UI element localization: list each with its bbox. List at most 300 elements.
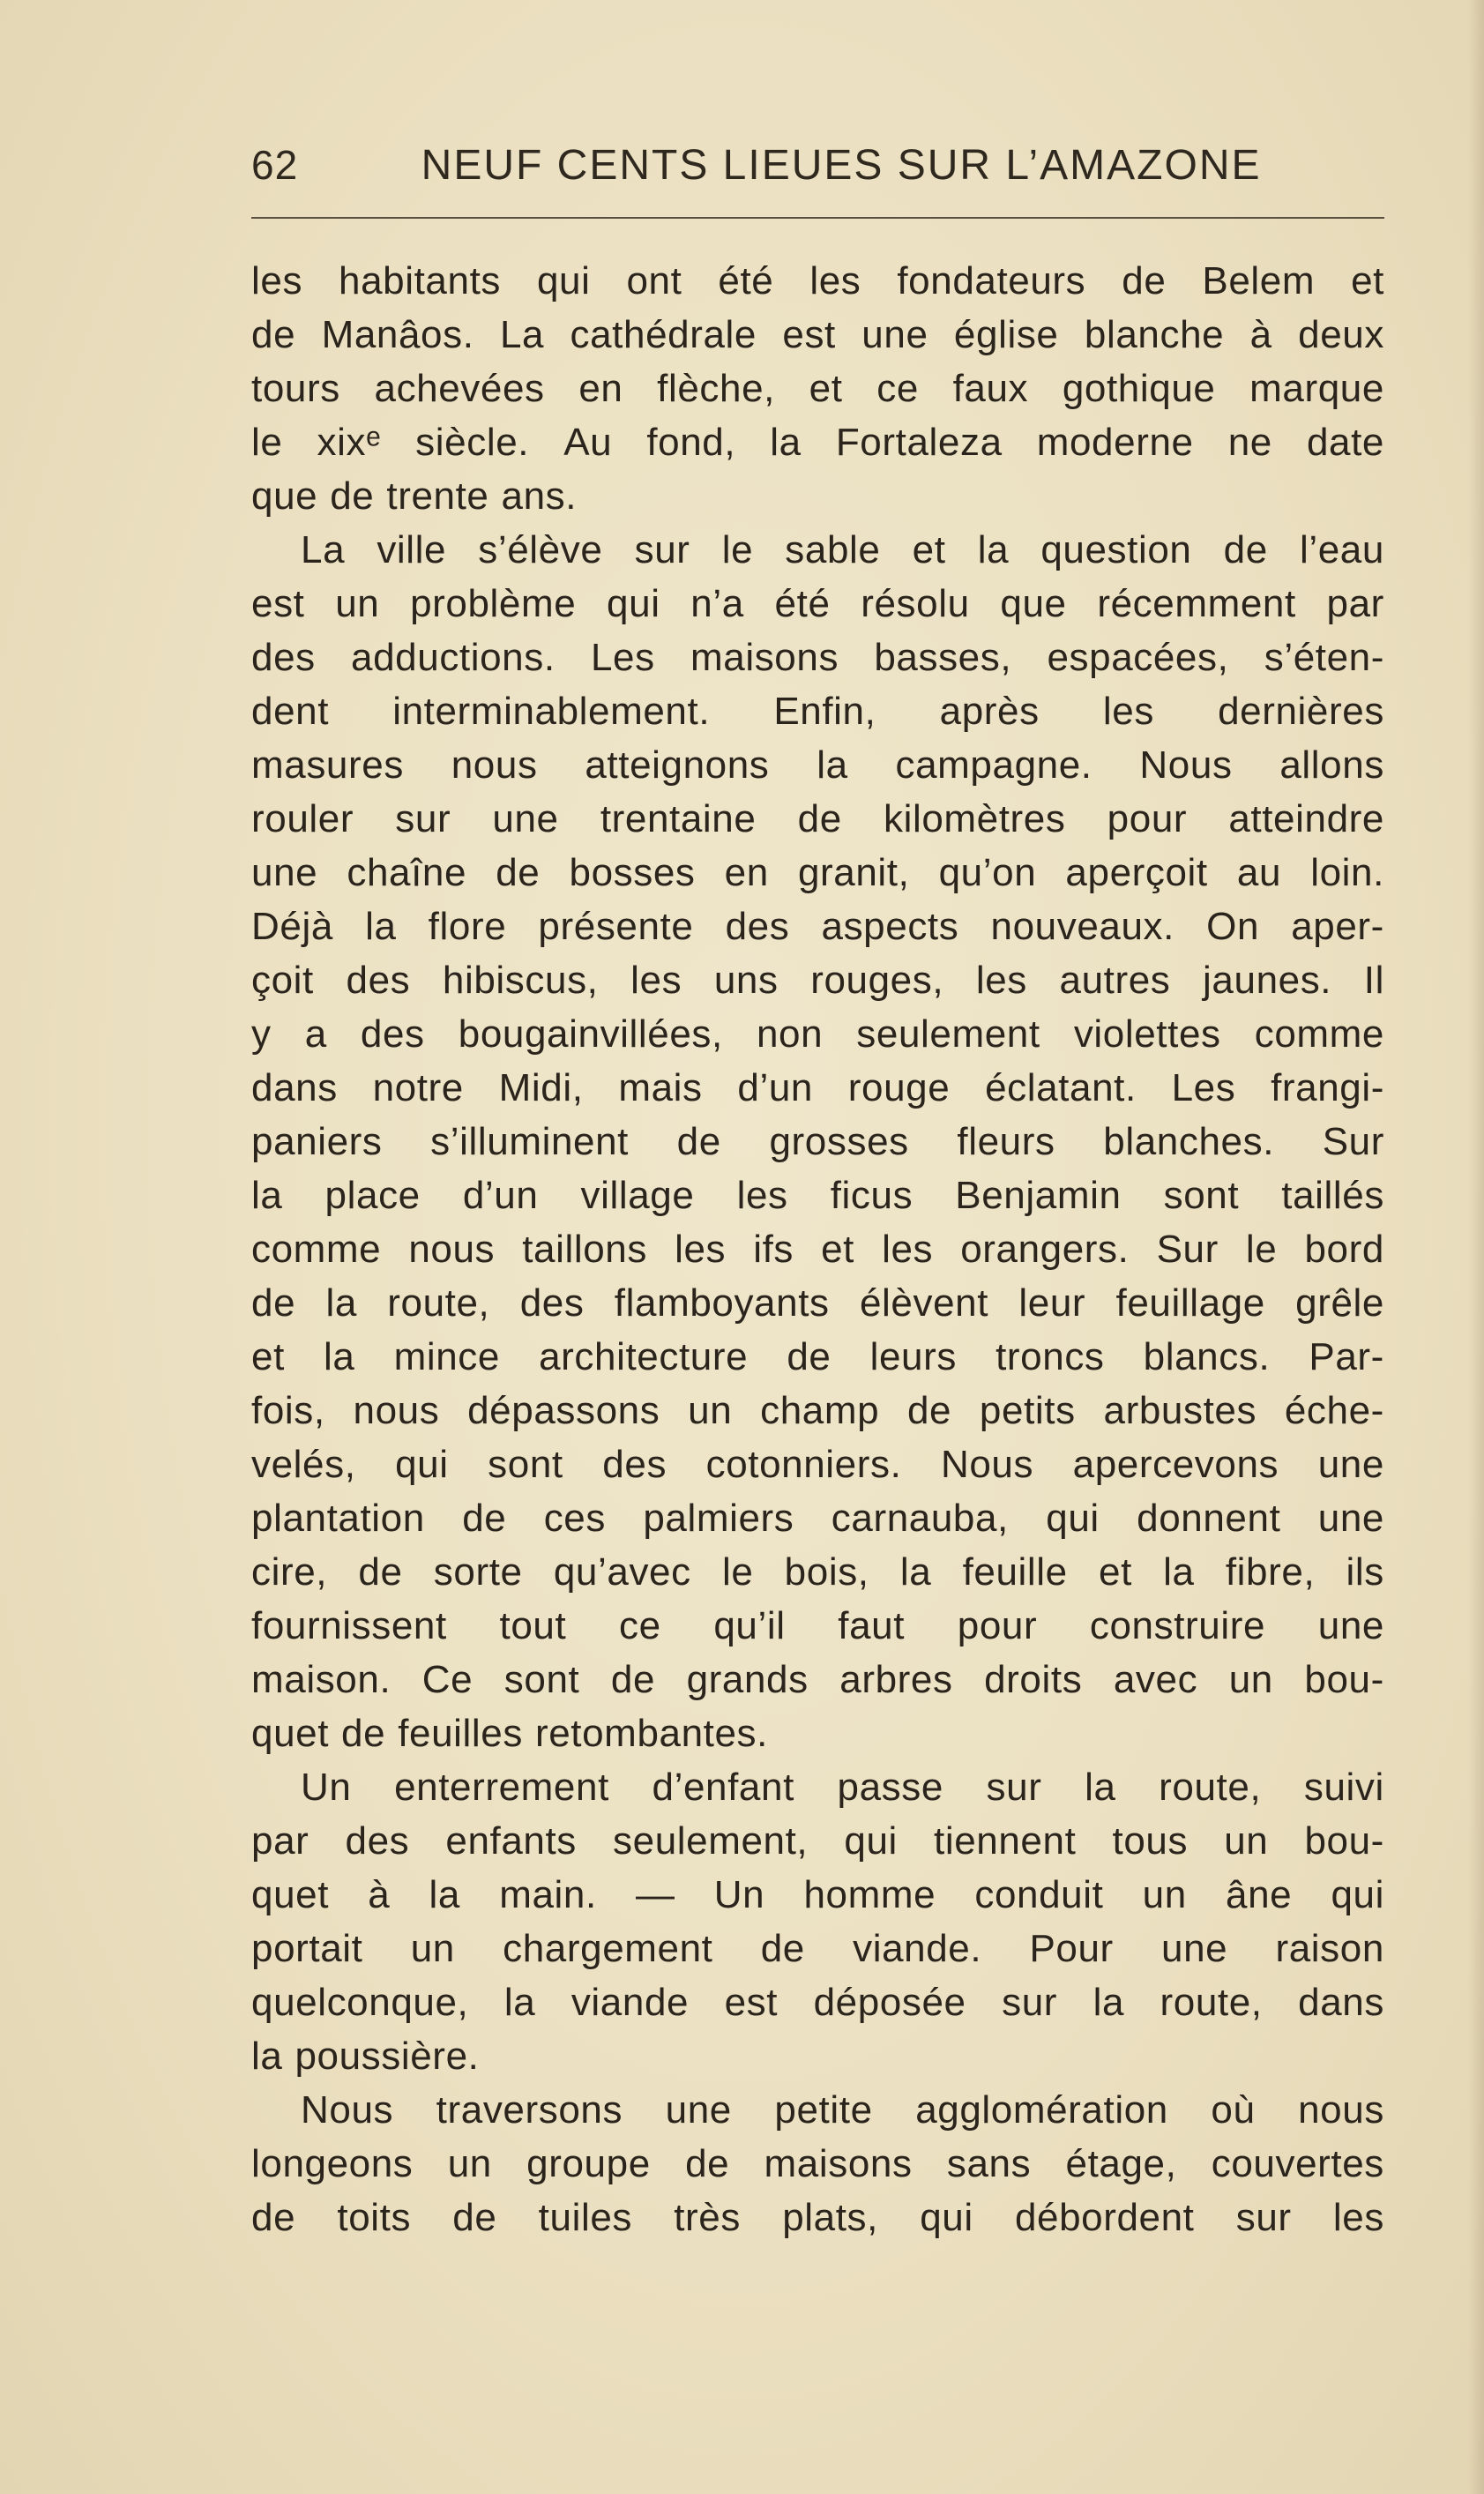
text-line bbox=[251, 684, 1384, 738]
word: tuiles bbox=[538, 2196, 632, 2239]
text-line bbox=[251, 1276, 1384, 1330]
word: question bbox=[1040, 528, 1192, 571]
word: très bbox=[674, 2196, 741, 2239]
word: s’éten- bbox=[1264, 636, 1384, 679]
word: petite bbox=[774, 2088, 873, 2132]
word: dans bbox=[1298, 1981, 1384, 2024]
word: Les bbox=[590, 636, 655, 679]
word: longeons bbox=[251, 2142, 414, 2185]
text-line bbox=[251, 2083, 1384, 2137]
word: comme bbox=[1254, 1012, 1384, 1056]
word: route, bbox=[1160, 1981, 1263, 2024]
word: d’enfant bbox=[652, 1766, 794, 1809]
word: ifs bbox=[753, 1228, 794, 1271]
word: de bbox=[341, 1712, 386, 1755]
word: qui bbox=[395, 1443, 449, 1486]
word: bord bbox=[1304, 1228, 1384, 1271]
text-line bbox=[251, 308, 1384, 362]
word: l’eau bbox=[1299, 528, 1384, 571]
word: sont bbox=[503, 1658, 580, 1701]
word: où bbox=[1211, 2088, 1256, 2132]
word: fond, bbox=[646, 421, 736, 464]
word: qui bbox=[536, 259, 591, 302]
word: route, bbox=[1159, 1766, 1262, 1809]
word: une bbox=[1317, 1604, 1384, 1647]
word: les bbox=[630, 959, 682, 1002]
word: mais bbox=[618, 1066, 703, 1109]
word: la bbox=[770, 421, 802, 464]
word: la bbox=[429, 1873, 460, 1916]
word: rouges, bbox=[810, 959, 944, 1002]
word: a bbox=[304, 1012, 327, 1056]
word: Au bbox=[563, 421, 613, 464]
text-line bbox=[251, 1169, 1384, 1222]
text-line bbox=[251, 362, 1384, 415]
text-line bbox=[251, 900, 1384, 953]
word: un bbox=[1228, 1658, 1273, 1701]
text-line bbox=[251, 953, 1384, 1007]
word: de bbox=[797, 797, 842, 840]
word: toits bbox=[337, 2196, 412, 2239]
word: ficus bbox=[830, 1174, 914, 1217]
word: plantation bbox=[251, 1497, 425, 1540]
word: homme bbox=[803, 1873, 936, 1916]
word: d’un bbox=[462, 1174, 539, 1217]
word: quelconque, bbox=[251, 1981, 469, 2024]
word: çoit bbox=[251, 959, 314, 1002]
word: chaîne bbox=[347, 851, 467, 894]
text-line bbox=[251, 1384, 1384, 1437]
word: trentaine bbox=[600, 797, 757, 840]
word: rouler bbox=[251, 797, 354, 840]
text-line bbox=[251, 631, 1384, 684]
word: récemment bbox=[1097, 582, 1296, 625]
word: une bbox=[1161, 1927, 1228, 1970]
word: La bbox=[301, 528, 346, 571]
word: des bbox=[360, 1012, 425, 1056]
word: sur bbox=[1002, 1981, 1058, 2024]
word: date bbox=[1306, 421, 1384, 464]
word: un bbox=[1224, 1819, 1269, 1863]
word: qui bbox=[1046, 1497, 1100, 1540]
text-line bbox=[251, 1330, 1384, 1384]
word: arbustes bbox=[1103, 1389, 1257, 1432]
word: uns bbox=[713, 959, 779, 1002]
word: ce bbox=[618, 1604, 661, 1647]
text-line bbox=[251, 738, 1384, 792]
word: qui bbox=[844, 1819, 898, 1863]
word: campagne. bbox=[895, 743, 1092, 787]
word: achevées bbox=[374, 367, 545, 410]
word: de bbox=[462, 1497, 507, 1540]
word: nous bbox=[408, 1228, 496, 1271]
word: enfants bbox=[445, 1819, 577, 1863]
word: sur bbox=[395, 797, 451, 840]
word: de bbox=[1122, 259, 1167, 302]
body-text bbox=[251, 254, 1384, 2244]
word: Il bbox=[1363, 959, 1384, 1002]
text-line bbox=[251, 469, 1384, 523]
word: flore bbox=[428, 905, 507, 948]
word: pour bbox=[1107, 797, 1188, 840]
word: aper- bbox=[1291, 905, 1384, 948]
word: la bbox=[251, 2035, 283, 2078]
word: violettes bbox=[1073, 1012, 1221, 1056]
word: ans. bbox=[501, 474, 578, 518]
word: et bbox=[251, 1335, 285, 1378]
word: tiennent bbox=[934, 1819, 1077, 1863]
word: qu’avec bbox=[553, 1550, 691, 1594]
word: de bbox=[906, 1389, 952, 1432]
text-line bbox=[251, 415, 1384, 469]
word: Sur bbox=[1156, 1228, 1219, 1271]
word: Pour bbox=[1029, 1927, 1114, 1970]
word: nous bbox=[1298, 2088, 1384, 2132]
word: champ bbox=[760, 1389, 880, 1432]
word: présente bbox=[538, 905, 694, 948]
word: sont bbox=[488, 1443, 563, 1486]
word: adductions. bbox=[351, 636, 556, 679]
word: architecture bbox=[539, 1335, 749, 1378]
word: les bbox=[675, 1228, 727, 1271]
word: ville bbox=[377, 528, 447, 571]
word: comme bbox=[251, 1228, 382, 1271]
word: un bbox=[447, 2142, 492, 2185]
word: avec bbox=[1113, 1658, 1198, 1701]
word: été bbox=[718, 259, 774, 302]
word: ce bbox=[876, 367, 919, 410]
word: de bbox=[452, 2196, 497, 2239]
word: xixᵉ bbox=[317, 421, 382, 464]
word: Un bbox=[713, 1873, 765, 1916]
word: raison bbox=[1275, 1927, 1384, 1970]
word: kilomètres bbox=[883, 797, 1066, 840]
text-line bbox=[251, 1222, 1384, 1276]
word: feuille bbox=[962, 1550, 1068, 1594]
word: deux bbox=[1298, 313, 1384, 356]
text-line bbox=[251, 792, 1384, 846]
word: de bbox=[685, 2142, 730, 2185]
text-line bbox=[251, 1115, 1384, 1169]
word: Nous bbox=[1139, 743, 1233, 787]
word: viande bbox=[570, 1981, 690, 2024]
word: grosses bbox=[769, 1120, 909, 1163]
word: maisons bbox=[690, 636, 839, 679]
word: bou- bbox=[1304, 1658, 1384, 1701]
text-line bbox=[251, 2137, 1384, 2191]
word: Nous bbox=[301, 2088, 394, 2132]
word: bosses bbox=[569, 851, 696, 894]
word: en bbox=[578, 367, 623, 410]
word: de bbox=[610, 1658, 656, 1701]
word: les bbox=[882, 1228, 934, 1271]
word: main. bbox=[499, 1873, 597, 1916]
word: problème bbox=[410, 582, 577, 625]
word: jaunes. bbox=[1203, 959, 1332, 1002]
word: grands bbox=[686, 1658, 809, 1701]
word: dans bbox=[251, 1066, 338, 1109]
word: la bbox=[1085, 1766, 1116, 1809]
word: non bbox=[756, 1012, 824, 1056]
word: atteignons bbox=[585, 743, 770, 787]
word: couvertes bbox=[1211, 2142, 1384, 2185]
word: quet bbox=[251, 1873, 330, 1916]
word: ils bbox=[1346, 1550, 1384, 1594]
word: orangers. bbox=[960, 1228, 1130, 1271]
word: de bbox=[358, 1550, 403, 1594]
word: la bbox=[324, 1335, 355, 1378]
word: blancs. bbox=[1143, 1335, 1271, 1378]
word: gothique bbox=[1062, 367, 1216, 410]
word: une bbox=[492, 797, 559, 840]
word: dernières bbox=[1218, 690, 1384, 733]
text-line bbox=[251, 1061, 1384, 1115]
word: qui bbox=[1331, 1873, 1384, 1916]
running-head bbox=[251, 141, 1384, 203]
text-line bbox=[251, 1437, 1384, 1491]
word: espacées, bbox=[1047, 636, 1229, 679]
word: et bbox=[809, 367, 843, 410]
word: flamboyants bbox=[614, 1281, 830, 1325]
word: fondateurs bbox=[897, 259, 1086, 302]
word: taillons bbox=[522, 1228, 647, 1271]
word: après bbox=[939, 690, 1040, 733]
word: flèche, bbox=[657, 367, 775, 410]
word: masures bbox=[251, 743, 404, 787]
word: âne bbox=[1226, 1873, 1293, 1916]
word: éclatant. bbox=[985, 1066, 1137, 1109]
word: de bbox=[1223, 528, 1268, 571]
word: qui bbox=[920, 2196, 973, 2239]
word: seulement bbox=[856, 1012, 1040, 1056]
text-line bbox=[251, 254, 1384, 308]
word: d’un bbox=[737, 1066, 813, 1109]
word: Nous bbox=[940, 1443, 1034, 1486]
word: déposée bbox=[813, 1981, 966, 2024]
word: paniers bbox=[251, 1120, 383, 1163]
word: de bbox=[760, 1927, 805, 1970]
word: faux bbox=[952, 367, 1029, 410]
word: un bbox=[410, 1927, 455, 1970]
word: nous bbox=[353, 1389, 440, 1432]
word: allons bbox=[1279, 743, 1384, 787]
word: une bbox=[861, 313, 928, 356]
word: autres bbox=[1059, 959, 1171, 1002]
word: portait bbox=[251, 1927, 363, 1970]
word: fibre, bbox=[1225, 1550, 1316, 1594]
word: mince bbox=[393, 1335, 500, 1378]
text-line bbox=[251, 1814, 1384, 1868]
word: marque bbox=[1249, 367, 1384, 410]
word: Sur bbox=[1322, 1120, 1384, 1163]
word: fois, bbox=[251, 1389, 325, 1432]
word: traversons bbox=[436, 2088, 623, 2132]
word: des bbox=[345, 1819, 410, 1863]
word: est bbox=[251, 582, 305, 625]
word: que bbox=[1000, 582, 1067, 625]
word: arbres bbox=[839, 1658, 953, 1701]
word: chargement bbox=[503, 1927, 713, 1970]
word: à bbox=[1249, 313, 1272, 356]
word: les bbox=[1332, 2196, 1384, 2239]
word: loin. bbox=[1310, 851, 1384, 894]
text-line bbox=[251, 1706, 1384, 1760]
word: de bbox=[251, 313, 296, 356]
word: tours bbox=[251, 367, 340, 410]
word: un bbox=[335, 582, 380, 625]
word: petits bbox=[979, 1389, 1076, 1432]
text-line bbox=[251, 1975, 1384, 2029]
word: sur bbox=[1235, 2196, 1292, 2239]
word: enterrement bbox=[394, 1766, 609, 1809]
word: une bbox=[1317, 1497, 1384, 1540]
word: atteindre bbox=[1228, 797, 1384, 840]
word: les bbox=[1102, 690, 1154, 733]
word: Enfin, bbox=[773, 690, 876, 733]
word: et bbox=[821, 1228, 854, 1271]
text-line bbox=[251, 523, 1384, 577]
word: et bbox=[1099, 1550, 1132, 1594]
word: cathédrale bbox=[570, 313, 757, 356]
word: qui bbox=[607, 582, 660, 625]
word: moderne bbox=[1036, 421, 1194, 464]
word: cotonniers. bbox=[705, 1443, 902, 1486]
word: fournissent bbox=[251, 1604, 447, 1647]
word: Benjamin bbox=[955, 1174, 1122, 1217]
text-line bbox=[251, 1599, 1384, 1653]
word: tous bbox=[1112, 1819, 1189, 1863]
word: des bbox=[602, 1443, 667, 1486]
word: Manâos. bbox=[321, 313, 474, 356]
word: nouveaux. bbox=[990, 905, 1175, 948]
word: sur bbox=[634, 528, 690, 571]
word: étage, bbox=[1065, 2142, 1177, 2185]
word: grêle bbox=[1295, 1281, 1384, 1325]
word: que bbox=[251, 474, 318, 518]
word: la bbox=[1163, 1550, 1195, 1594]
word: tout bbox=[499, 1604, 567, 1647]
word: au bbox=[1236, 851, 1282, 894]
text-line bbox=[251, 2029, 1384, 2083]
word: dépassons bbox=[467, 1389, 660, 1432]
running-title: NEUF CENTS LIEUES SUR L’AMAZONE bbox=[421, 142, 1262, 189]
word: maisons bbox=[764, 2142, 913, 2185]
word: église bbox=[953, 313, 1059, 356]
word: les bbox=[809, 259, 861, 302]
word: groupe bbox=[526, 2142, 651, 2185]
word: les bbox=[736, 1174, 788, 1217]
word: seulement, bbox=[613, 1819, 809, 1863]
word: hibiscus, bbox=[442, 959, 599, 1002]
word: la bbox=[1092, 1981, 1125, 2024]
word: trente bbox=[386, 474, 489, 518]
word: une bbox=[251, 851, 318, 894]
word: granit, bbox=[797, 851, 910, 894]
word: sorte bbox=[433, 1550, 523, 1594]
word: On bbox=[1206, 905, 1260, 948]
word: fleurs bbox=[957, 1120, 1055, 1163]
word: la bbox=[365, 905, 397, 948]
word: blanche bbox=[1084, 313, 1225, 356]
word: nous bbox=[451, 743, 538, 787]
word: viande. bbox=[853, 1927, 982, 1970]
word: en bbox=[724, 851, 769, 894]
word: plats, bbox=[782, 2196, 878, 2239]
word: un bbox=[1142, 1873, 1187, 1916]
word: habitants bbox=[339, 259, 501, 302]
word: La bbox=[499, 313, 545, 356]
word: le bbox=[721, 528, 754, 571]
word: Les bbox=[1171, 1066, 1236, 1109]
word: dent bbox=[251, 690, 330, 733]
word: pour bbox=[957, 1604, 1038, 1647]
word: Belem bbox=[1202, 259, 1316, 302]
word: est bbox=[782, 313, 836, 356]
word: faut bbox=[838, 1604, 906, 1647]
word: blanches. bbox=[1103, 1120, 1275, 1163]
word: le bbox=[721, 1550, 754, 1594]
text-line bbox=[251, 2191, 1384, 2244]
word: ne bbox=[1227, 421, 1272, 464]
word: carnauba, bbox=[831, 1497, 1009, 1540]
word: passe bbox=[837, 1766, 943, 1809]
word: taillés bbox=[1281, 1174, 1384, 1217]
text-line bbox=[251, 1545, 1384, 1599]
word: des bbox=[251, 636, 316, 679]
word: place bbox=[324, 1174, 421, 1217]
word: apercevons bbox=[1072, 1443, 1279, 1486]
word: basses, bbox=[874, 636, 1012, 679]
word: des bbox=[346, 959, 411, 1002]
word: feuilles bbox=[398, 1712, 523, 1755]
word: de bbox=[676, 1120, 721, 1163]
word: et bbox=[1351, 259, 1384, 302]
word: frangi- bbox=[1271, 1066, 1384, 1109]
word: suivi bbox=[1303, 1766, 1384, 1809]
word: s’illuminent bbox=[430, 1120, 630, 1163]
word: village bbox=[580, 1174, 695, 1217]
word: été bbox=[774, 582, 831, 625]
word: bougainvillées, bbox=[458, 1012, 723, 1056]
word: Ce bbox=[421, 1658, 474, 1701]
word: palmiers bbox=[643, 1497, 794, 1540]
word: qu’il bbox=[713, 1604, 786, 1647]
word: sable bbox=[785, 528, 881, 571]
word: y bbox=[251, 1012, 272, 1056]
word: un bbox=[688, 1389, 733, 1432]
word: les bbox=[251, 259, 303, 302]
word: interminablement. bbox=[392, 690, 711, 733]
word: Midi, bbox=[498, 1066, 584, 1109]
word: conduit bbox=[974, 1873, 1104, 1916]
word: retombantes. bbox=[534, 1712, 768, 1755]
word: notre bbox=[372, 1066, 464, 1109]
word: résolu bbox=[861, 582, 970, 625]
word: construire bbox=[1089, 1604, 1266, 1647]
text-line bbox=[251, 577, 1384, 631]
word: et bbox=[912, 528, 946, 571]
word: velés, bbox=[251, 1443, 356, 1486]
word: ont bbox=[626, 259, 682, 302]
word: le bbox=[251, 421, 283, 464]
word: leur bbox=[1018, 1281, 1086, 1325]
word: maison. bbox=[251, 1658, 392, 1701]
text-line bbox=[251, 1760, 1384, 1814]
word: élèvent bbox=[859, 1281, 989, 1325]
word: n’a bbox=[690, 582, 744, 625]
text-line bbox=[251, 1653, 1384, 1706]
word: feuillage bbox=[1115, 1281, 1265, 1325]
